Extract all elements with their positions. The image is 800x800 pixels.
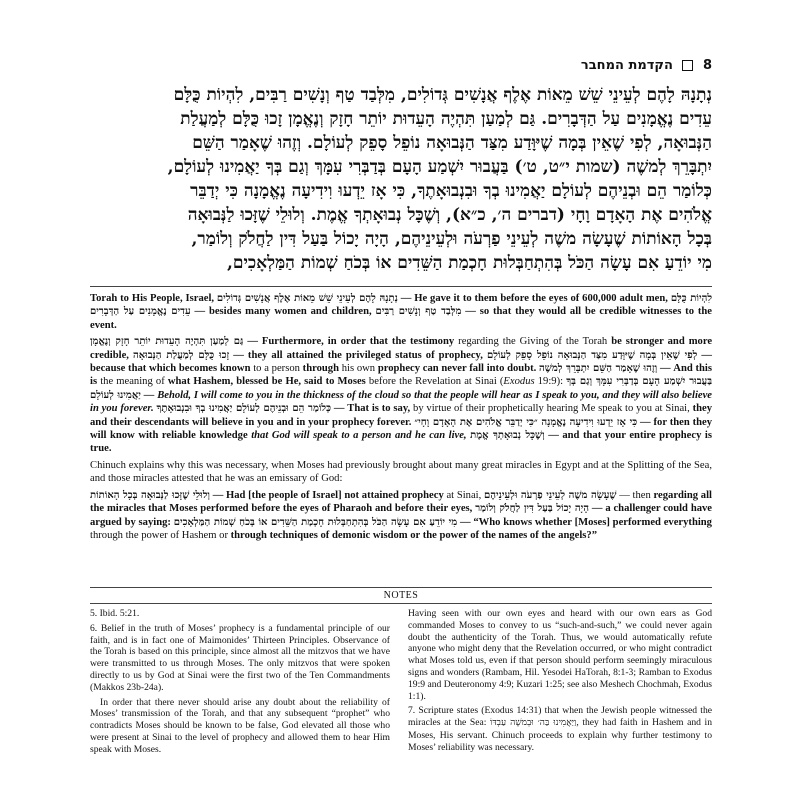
note-text: , they had faith in Hashem and in Moses, His servant. Chinuch proceeds to explain why further testimony to Moses’ reliability was necessary.: [408, 717, 712, 753]
translation-paragraph: [90, 335, 712, 456]
hebrew-line: מִי יוֹדֵעַ אִם עָשָׂה הַכֹּל בְּהִתְחַבְּלוּת חָכְמַת הַשֵּׁדִים אוֹ בְּכֹחַ שְׁמוֹת הַמַּלְאָכִים,: [226, 253, 712, 273]
notes-column-left: [90, 608, 390, 759]
hebrew-phrase: וַיַּאֲמִינוּ בַּה׳ וּבְמשֶׁה עַבְדּוֹ: [490, 718, 577, 729]
translation-text: the meaning of: [100, 376, 165, 388]
hebrew-phrase: זָכוּ כֻּלָּם לְמַעֲלַת הַנְּבוּאָה: [132, 349, 230, 361]
note: 5. Ibid. 5:21.: [90, 608, 140, 619]
translation-text: regarding the Giving of the Torah: [458, 336, 608, 348]
hebrew-line: עֵדִים נֶאֱמָנִים עַל הַדְּבָרִים. גַּם לְמַעַן תִּהְיֶה הָעֵדוּת יוֹתֵר חָזָק וְנֶאֱמָן זָכוּ כֻּלָּם לְמַעֲלַת: [180, 109, 712, 129]
divider-rule: [90, 587, 712, 588]
translation-text: — He gave it to them before the eyes of 600,000 adult men,: [400, 293, 668, 304]
translation-text: his own: [341, 363, 376, 375]
translation-text: what Hashem, blessed be He, said to Moses: [167, 376, 366, 388]
english-translation: [90, 292, 712, 545]
translation-text: 19:9):: [537, 376, 564, 388]
translation-text: — And this is: [90, 363, 712, 388]
translation-text: — they all attained the privileged status of prophecy,: [233, 349, 483, 361]
translation-text: to a person: [253, 363, 300, 375]
note: 6. Belief in the truth of Moses’ prophecy is a fundamental principle of our faith, and is in fact one of Maimonides’ Thirteen Principles. Observance of the Torah is based on this principle, since almost all the mitzvos that we have were transmitted to us through Moses. The only mitzvos that were spoken directly to us by God at Sinai were the first two of the Ten Commandments (Makkos 23b-24a).: [90, 622, 390, 693]
square-ornament-icon: [682, 60, 693, 71]
hebrew-line: אֱלֹהִים אֶת הָאָדָם וָחָי (דברים ה׳, כ״א), וְשֶׁכָּל נְבוּאָתְךָ אֱמֶת. וְלוּלֵי שֶׁזָּכוּ לַנְּבוּאָה: [187, 205, 712, 225]
translation-text: be stronger and more credible,: [90, 336, 713, 361]
translation-text: through the power of Hashem or: [90, 529, 228, 541]
translation-text: — Behold, I will come to you in the thickness of the cloud so that the people will hear as I speak to you, and they will also believe in you forever.: [90, 389, 713, 415]
hebrew-phrase: הָיָה יָכוֹל בַּעַל דִּין לַחֲלֹק וְלוֹמַר: [475, 503, 589, 515]
notes-title: NOTES: [383, 590, 419, 601]
hebrew-line: נְתָנָהּ לָהֶם לְעֵינֵי שֵׁשׁ מֵאוֹת אֶלֶף אֲנָשִׁים גְּדוֹלִים, מִלְּבַד טַף וְנָשִׁים רַבִּים, לִהְיוֹת כֻּלָּם: [173, 85, 712, 105]
translation-text: — so that they would all be credible witnesses to the event.: [90, 306, 712, 331]
translation-text: before the Revelation at Sinai (: [368, 376, 504, 388]
section-title: הקדמת המחבר: [580, 58, 673, 73]
hebrew-main-text: [90, 83, 712, 275]
hebrew-phrase: מִלְּבַד טַף וְנָשִׁים רַבִּים: [375, 306, 462, 318]
hebrew-phrase: מִי יוֹדֵעַ אִם עָשָׂה הַכֹּל בְּהִתְחַבְּלוּת חָכְמַת הַשֵּׁדִים אוֹ בְּכֹחַ שְׁמוֹת הַמַּלְאָכִים: [173, 516, 458, 528]
hebrew-line: הַנְּבוּאָה, לְפִי שֶׁאֵין בְּמָה שֶׁיּוָּדַע מִצַּד הַנְּבוּאָה נוֹפֵל סָפֵק לְעוֹלָם. וְזֶהוּ שֶׁאָמַר הַשֵּׁם: [192, 133, 712, 153]
translation-text: Exodus: [503, 376, 535, 388]
translation-text: they and their descendants will believe in you and in your prophecy forever.: [90, 403, 712, 428]
translation-text: that God will speak to a person and he can live,: [251, 430, 467, 442]
translation-text: regarding all the miracles that Moses performed before the eyes of Pharaoh and before their eyes,: [90, 489, 712, 515]
translation-text: — That is to say,: [333, 403, 411, 415]
divider-rule: [90, 603, 712, 604]
hebrew-phrase: בַּעֲבוּר יִשְׁמַע הָעָם בְּדַבְּרִי עִמָּךְ וְגַם בְּךָ יַאֲמִינוּ לְעוֹלָם: [90, 376, 713, 401]
translation-text: — for then they will know with reliable knowledge: [90, 416, 712, 442]
note-text: 7. Scripture states (Exodus 14:31) that when the Jewish people witnessed the miracles at the Sea:: [408, 705, 712, 729]
book-page: [90, 58, 712, 768]
translation-text: through techniques of demonic wisdom or the power of the names of the angels?”: [230, 529, 598, 541]
hebrew-phrase: לְפִי שֶׁאֵין בְּמָה שֶׁיּוָּדַע מִצַּד הַנְּבוּאָה נוֹפֵל סָפֵק לְעוֹלָם: [486, 349, 698, 361]
hebrew-phrase: וְזֶהוּ שֶׁאָמַר הַשֵּׁם יִתְבָּרֵךְ לְמשֶׁה: [539, 363, 658, 375]
translation-text: — Had [the people of Israel] not attained prophecy: [212, 489, 444, 501]
translation-text: — then: [619, 489, 651, 501]
hebrew-phrase: כְּלוֹמַר הֵם וּבְנֵיהֶם לְעוֹלָם יַאֲמִינוּ בְךָ וּבִנְבוּאָתֶךָ: [156, 403, 331, 415]
translation-text: through: [302, 363, 339, 375]
hebrew-phrase: וְלוּלֵי שֶׁזָּכוּ לַנְּבוּאָה בְּכָל הָאוֹתוֹת: [90, 489, 210, 501]
translation-paragraph: [90, 292, 712, 332]
translation-text: — Furthermore, in order that the testimony: [247, 336, 455, 348]
note: Having seen with our own eyes and heard with our own ears as God commanded Moses to convey to us “such-and-such,” we could never again doubt the authenticity of the Torah. Thus, we would automatically refute anyone who might deny that the Revelation occurred, or who might contradict what Moses told us, even if that person should perform seemingly miraculous signs and wonders (Rambam, Hil. Yesodei HaTorah, 8:1-3; Ramban to Exodus 19:9 and Deuteronomy 4:9; Kuzari 1:25; see also Meshech Chochmah, Exodus 1:1).: [408, 608, 712, 702]
translation-text: — “Who knows whether [Moses] performed everything: [460, 516, 712, 528]
translation-text: prophecy can never fall into doubt.: [377, 363, 537, 375]
translation-paragraph: Chinuch explains why this was necessary, when Moses had previously brought about many great miracles in Egypt and at the Splitting of the Sea, and those miracles attested that he was an emissary of God:: [90, 459, 712, 485]
note: [408, 705, 712, 753]
translation-text: — because that which becomes known: [90, 349, 712, 375]
hebrew-line: בְּכָל הָאוֹתוֹת שֶׁעָשָׂה משֶׁה לְעֵינֵי פַרְעֹה וּלְעֵינֵיהֶם, הָיָה יָכוֹל בַּעַל דִּין לַחֲלֹק וְלוֹמַר,: [191, 229, 712, 249]
hebrew-phrase: לִהְיוֹת כֻּלָּם עֵדִים נֶאֱמָנִים עַל הַדְּבָרִים: [90, 293, 713, 318]
hebrew-phrase: נְתָנָהּ לָהֶם לְעֵינֵי שֵׁשׁ מֵאוֹת אֶלֶף אֲנָשִׁים גְּדוֹלִים: [216, 293, 398, 304]
translation-text: by virtue of their prophetically hearing Me speak to you at Sinai,: [413, 403, 690, 415]
hebrew-phrase: גַּם לְמַעַן תִּהְיֶה הָעֵדוּת יוֹתֵר חָזָק וְנֶאֱמָן: [90, 336, 244, 348]
translation-text: — and that your entire prophecy is true.: [90, 430, 712, 455]
notes-column-right: [408, 608, 712, 757]
hebrew-phrase: וְשֶׁכָּל נְבוּאָתְךָ אֱמֶת: [470, 430, 545, 442]
hebrew-phrase: כִּי אָז יֵדְעוּ וִידִיעָה נֶאֱמָנָה ״כִּי יְדַבֵּר אֱלֹהִים אֶת הָאָדָם וָחָי״: [414, 416, 638, 428]
hebrew-line: יִתְבָּרֵךְ לְמשֶׁה (שמות י״ט, ט׳) בַּעֲבוּר יִשְׁמַע הָעָם בְּדַבְּרִי עִמָּךְ וְגַם בְּךָ יַאֲמִינוּ לְעוֹלָם,: [167, 157, 712, 177]
translation-paragraph: [90, 489, 712, 543]
translation-text: — a challenger could have argued by saying:: [90, 503, 713, 528]
translation-text: Torah to His People, Israel,: [90, 293, 215, 304]
translation-text: at Sinai,: [446, 489, 482, 501]
page-header: [90, 58, 712, 76]
divider-rule: [90, 286, 712, 287]
hebrew-phrase: שֶׁעָשָׂה משֶׁה לְעֵינֵי פַרְעֹה וּלְעֵינֵיהֶם: [484, 489, 617, 501]
hebrew-line: כְּלוֹמַר הֵם וּבְנֵיהֶם לְעוֹלָם יַאֲמִינוּ בְךָ וּבִנְבוּאָתֶךָ, כִּי אָז יֵדְעוּ וִידִיעָה נֶאֱמָנָה כִּי יְדַבֵּר: [190, 181, 712, 201]
translation-text: — besides many women and children,: [194, 306, 372, 318]
note: In order that there never should arise any doubt about the reliability of Moses’ transmission of the Torah, and that any subsequent “prophet” who contradicts Moses should be known to be false, God elevated all those who were present at Sinai to the level of prophecy and allowed them to hear Him speak with Moses.: [90, 696, 390, 755]
page-number: 8: [702, 58, 712, 73]
